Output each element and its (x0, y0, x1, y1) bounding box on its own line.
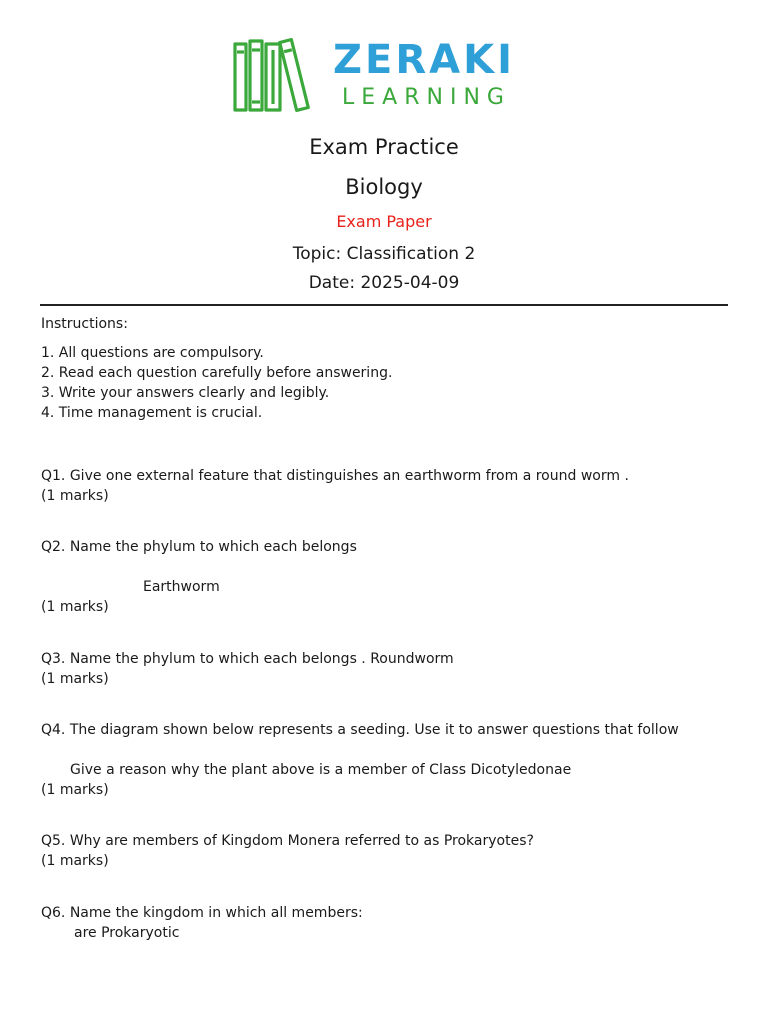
question-5-marks: (1 marks) (41, 853, 109, 869)
instruction-item: 4. Time management is crucial. (41, 405, 263, 421)
paper-type-label: Exam Paper (336, 212, 432, 231)
subject-title: Biology (345, 175, 423, 199)
instruction-item: 3. Write your answers clearly and legibly. (41, 385, 330, 401)
question-3-text: Q3. Name the phylum to which each belongs . Roundworm (41, 651, 454, 667)
question-4-subpart: Give a reason why the plant above is a member of Class Dicotyledonae (70, 762, 572, 778)
question-2-text: Q2. Name the phylum to which each belongs (41, 539, 357, 555)
question-4-text: Q4. The diagram shown below represents a seeding. Use it to answer questions that follow (41, 722, 679, 738)
question-3-marks: (1 marks) (41, 671, 109, 687)
question-5-text: Q5. Why are members of Kingdom Monera referred to as Prokaryotes? (41, 833, 534, 849)
instructions-heading: Instructions: (41, 316, 128, 332)
date-line: Date: 2025-04-09 (308, 273, 460, 293)
topic-line: Topic: Classification 2 (292, 244, 476, 264)
brand-name: ZERAKI (333, 37, 515, 83)
question-1-marks: (1 marks) (41, 488, 109, 504)
header-divider (40, 304, 728, 306)
zeraki-logo (232, 36, 542, 116)
question-2-subpart: Earthworm (143, 579, 220, 595)
question-6-text: Q6. Name the kingdom in which all members: (41, 905, 363, 921)
page-title: Exam Practice (309, 135, 459, 159)
books-icon (232, 36, 322, 116)
brand-tagline: LEARNING (342, 85, 511, 110)
question-1-text: Q1. Give one external feature that distinguishes an earthworm from a round worm . (41, 468, 629, 484)
question-4-marks: (1 marks) (41, 782, 109, 798)
question-2-marks: (1 marks) (41, 599, 109, 615)
instruction-item: 1. All questions are compulsory. (41, 345, 264, 361)
question-6-subpart: are Prokaryotic (74, 925, 180, 941)
instruction-item: 2. Read each question carefully before answering. (41, 365, 393, 381)
